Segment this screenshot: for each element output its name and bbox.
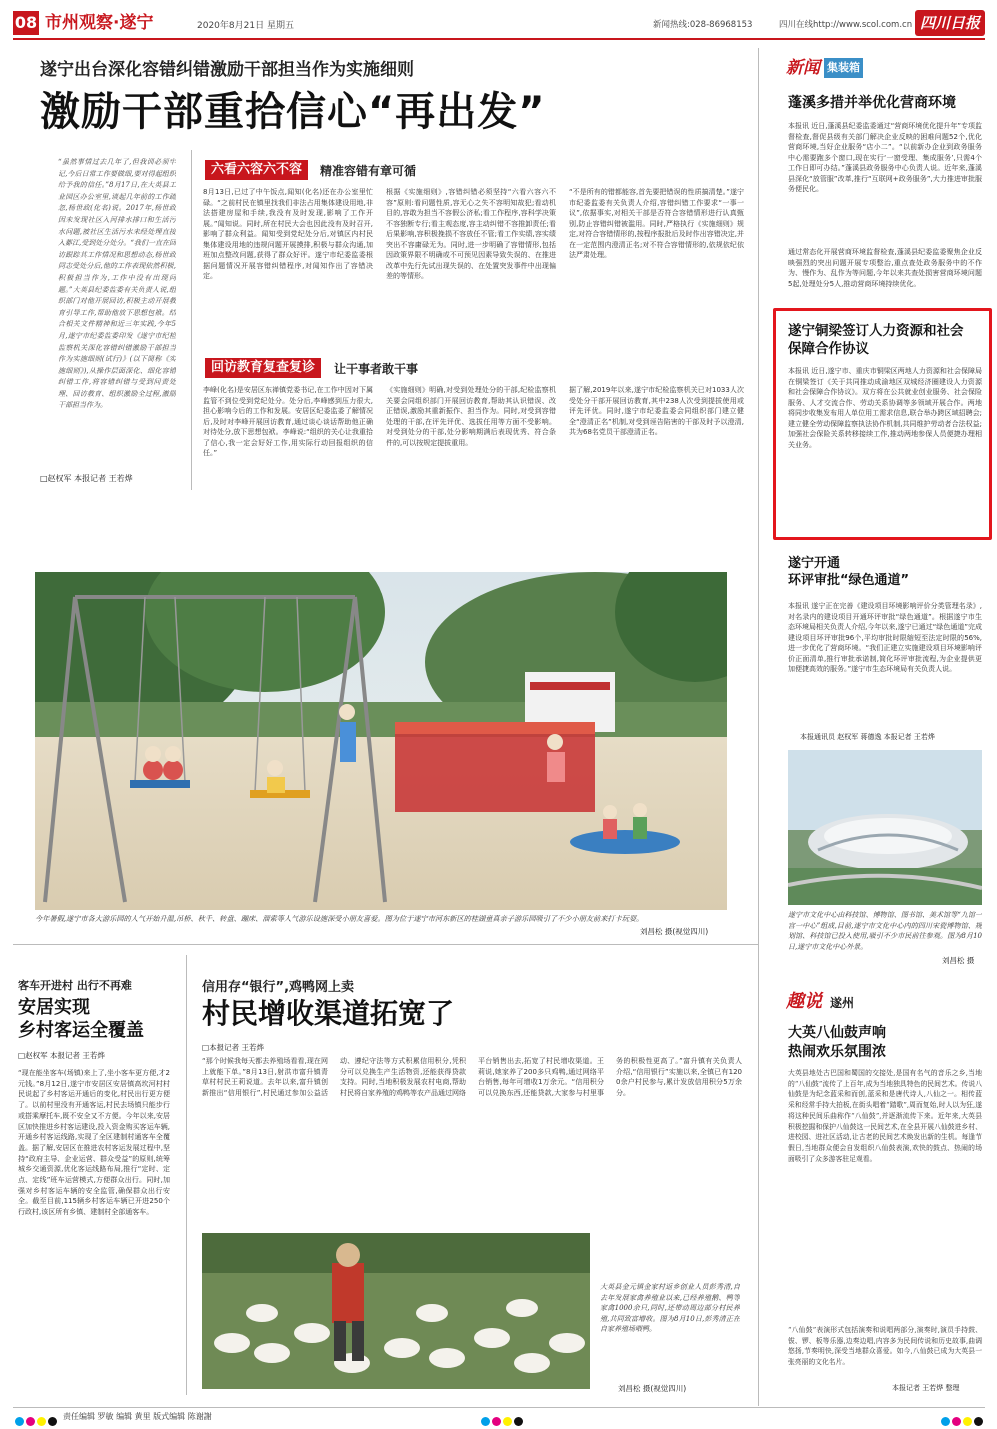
credit-byline: □本报记者 王若烨 (202, 1043, 264, 1052)
bus-byline: □赵权军 本报记者 王若烨 (18, 1051, 105, 1060)
subhead-tag-2: 回访教育复查复诊 (205, 358, 321, 378)
duck-farm-credit: 刘昌松 摄(视觉四川) (618, 1384, 687, 1393)
column-badge-logo: 趣说 (786, 991, 822, 1012)
culture-center-illustration (788, 750, 982, 905)
header-rule (13, 38, 985, 40)
column-divider (191, 150, 192, 490)
main-right-divider (758, 48, 759, 1406)
newspaper-logo: 四川日报 (915, 10, 985, 36)
intro-byline: □赵权军 本报记者 王若烨 (40, 474, 133, 483)
sub1-column-2: 根据《实施细则》,容错纠错必须坚持“六看六容六不容”原则:看问题性质,容无心之失不容明知故犯;看动机目的,容敢为担当不容假公济私;看工作程序,容科学决策不容独断专行;看主观态度,容主动纠错不容推卸责任;看后果影响,容积极挽损不容放任不管;看工作实绩,容实绩突出不容庸碌无为。同时,进一步明确了容错情形,包括因政策界限不明确或不可预见因素导致失误的、在推进改革中先行先试出现失误的、在处置突发事件中出现偏差的等情形。 (386, 188, 556, 280)
editors-line: 责任编辑 罗敏 编辑 黄里 版式编辑 陈谢謝 (63, 1412, 212, 1421)
news2-body: 本报讯 近日,遂宁市、重庆市铜梁区两地人力资源和社会保障局在铜梁签订《关于共同推动成渝地区双城经济圈建设人力资源和社会保障合作协议》。双方将在公共就业创业服务、社会保险服务、人才交流合作、劳动关系协调等多领域开展合作。两地将同步收集发布用人单位用工需求信息,联合举办跨区域招聘会;建立健全劳动保障监察执法协作机制,共同维护劳动者合法权益;加强社会保险关系转移接续工作,推动两地参保人员便捷办理相关业务。 (788, 367, 982, 449)
news4-title: 大英八仙鼓声响 热闹欢乐氛围浓 (788, 1025, 886, 1060)
playground-photo (35, 572, 727, 910)
bus-body: “现在能坐客车(场镇)来上了,坐小客车更方便,才2元钱。”8月12日,遂宁市安居区安居镇高坎河村村民说起了乡村客运开通后的变化,村民出行更方便了。以前村里没有开通客运,村民去场镇只能步行或搭乘摩托车,既不安全又不方便。今年以来,安居区加快推进乡村客运建设,投入资金购买客运车辆,开通乡村客运线路,实现了全区建制村通客车全覆盖。据了解,安居区在推进农村客运发展过程中,坚持“政府主导、企业运营、群众受益”的原则,统筹城乡交通资源,优化客运线路布局,推行“定时、定点、定线”班车运营模式,方便群众出行。同时,加强对乡村客运车辆的安全监管,确保群众出行安全。截至目前,115辆乡村客运车辆已开进250个行政村,该区所有乡镇、建制村全部通客车。 (18, 1069, 170, 1217)
bus-title: 安居实现 乡村客运全覆盖 (18, 997, 144, 1041)
duck-farm-illustration (202, 1233, 590, 1389)
credit-title: 村民增收渠道拓宽了 (202, 997, 455, 1030)
column-logo (786, 56, 870, 82)
website: 四川在线http://www.scol.com.cn (779, 20, 913, 30)
column-badge-place: 遂州 (830, 996, 855, 1010)
credit-body: “那个时候我每天都去养殖场看看,现在网上就能下单。”8月13日,射洪市富升镇青草村村民王莉说道。去年以来,富升镇创新推出“信用银行”,村民通过参加公益活动、遵纪守法等方式积累信用积分,凭积分可以兑换生产生活物资,还能获得贷款支持。同时,当地积极发展农村电商,帮助村民将自家养殖的鸡鸭等农产品通过网络平台销售出去,拓宽了村民增收渠道。王莉说,她家养了200多只鸡鸭,通过网络平台销售,每年可增收1万余元。“信用积分可以兑换东西,还能贷款,大家参与村里事务的积极性更高了。”富升镇有关负责人介绍,“信用银行”实施以来,全镇已有1200余户村民参与,累计发放信用积分5万余分。 (202, 1057, 742, 1098)
culture-center-photo (788, 750, 982, 905)
news4-body-2: “八仙鼓”表演形式包括演奏和说唱两部分,演奏时,演员手持鼓、钹、锣、板等乐器,边奏边唱,内容多为民间传说和历史故事,曲调悠扬,节奏明快,深受当地群众喜爱。如今,八仙鼓已成为大英县一张亮丽的文化名片。 (788, 1326, 982, 1367)
playground-photo-illustration (35, 572, 727, 910)
news3-body: 本报讯 遂宁正在完善《建设项目环境影响评价分类管理名录》,对名录内的建设项目开通环评审批“绿色通道”。根据遂宁市生态环境局相关负责人介绍,今年以来,遂宁已通过“绿色通道”完成建设项目环评审批96个,平均审批时限缩短至法定时限的56%,进一步优化了营商环境。“我们正建立实施建设项目环境影响评价正面清单,推行审批承诺制,简化环评审批流程,为企业提供更加便捷高效的服务。”遂宁市生态环境局有关负责人说。 (788, 602, 982, 673)
subhead-title-2: 让干事者敢干事 (334, 362, 419, 376)
subhead-tag-1: 六看六容六不容 (205, 160, 308, 180)
news4-body: 大英县地处古巴国和蜀国的交接处,是国有名气的音乐之乡,当地的“八仙鼓”流传了上百年,成为当地独具特色的民间艺术。传说八仙鼓是为纪念蓝采和而创,蓝采和是唐代诗人,八仙之一。相传蓝采和经常手持大拍板,在街头唱着“踏歌”,周而复始,时人以为狂,遂将这种民间乐曲称作“八仙鼓”,并逐渐流传下来。近年来,大英县积极挖掘和保护八仙鼓这一民间艺术,在全县开展八仙鼓进乡村、进校园、进社区活动,让古老的民间艺术焕发出新的生机。每逢节假日,当地群众便会自发组织八仙鼓表演,欢快的鼓点、热闹的场面吸引了众多游客驻足观看。 (788, 1069, 982, 1163)
color-registration-marks-mid (481, 1411, 525, 1429)
credit-kicker: 信用存“银行”,鸡鸭网上卖 (202, 980, 355, 995)
duck-farm-photo (202, 1233, 590, 1389)
news-hotline: 新闻热线:028-86968153 (653, 20, 753, 30)
sub2-column-3: 据了解,2019年以来,遂宁市纪检监察机关已对1033人次受处分干部开展回访教育,其中238人次受到提拔使用或评先评优。同时,遂宁市纪委监委会同组织部门建立健全“澄清正名”机制,对受到诬告陷害的干部及时予以澄清,共为68名党员干部澄清正名。 (569, 386, 744, 436)
color-registration-marks-right (941, 1411, 985, 1429)
main-headline: 激励干部重拾信心“再出发” (40, 89, 546, 135)
sub2-column-2: 《实施细则》明确,对受到处理处分的干部,纪检监察机关要会同组织部门开展回访教育,帮助其认识错误、改正错误,激励其重新振作、担当作为。同时,对受到容错处理的干部,在评先评优、选拔任用等方面不受影响。对受到处分的干部,处分影响期满后表现优秀、符合条件的,可以按规定提拔重用。 (386, 386, 556, 447)
news1-title: 蓬溪多措并举优化营商环境 (788, 95, 956, 111)
news3-byline: 本报通讯员 赵权军 蒋德逸 本报记者 王若烨 (800, 733, 935, 741)
subhead-title-1: 精准容错有章可循 (320, 164, 417, 178)
sub1-column-1: 8月13日,已过了中午饭点,闻知(化名)还在办公室里忙碌。“之前村民在镇里找我们非法占用集体建设用地,非法搭建房屋和手续,我没有及时发现,影响了工作开展。”闻知说。同时,所在村民大会也因此没有及时召开,影响了群众利益。闻知受到党纪处分后,对镇区内村民集体建设用地的违规问题开展摸排,积极与群众沟通,加班加点整改问题,获得了群众好评。遂宁市纪委监委根据问题情况开展容错纠错程序,对闻知作出了容错决定。 (203, 188, 373, 280)
duck-farm-caption: 大英县金元镇金家村返乡创业人员彭秀清,自去年发展家禽养殖业以来,已经养殖鹅、鸭等家禽1000余只,同时,还带动周边部分村民养殖,共同致富增收。图为8月10日,彭秀清正在自家养殖场喂鸭。 (600, 1283, 740, 1333)
footer-bar (13, 1407, 985, 1423)
sub1-column-3: “不是所有的错都能容,首先要把错误的性质搞清楚。”遂宁市纪委监委有关负责人介绍,容错纠错工作要求“一事一议”,依据事实,对相关干部是否符合容错情形进行认真甄别,防止容错纠错被滥用。同时,严格执行《实施细则》规定,对符合容错情形的,按程序报批后及时作出容错决定,并在一定范围内澄清正名;对不符合容错情形的,依规依纪依法严肃处理。 (569, 188, 744, 259)
page-number: 08 (13, 11, 39, 35)
column-badge (786, 990, 876, 1014)
culture-center-caption: 遂宁市文化中心由科技馆、博物馆、图书馆、美术馆等“九馆一宫一中心”组成,目前,遂宁市文化中心内的四川宋瓷博物馆、规划馆、科技馆已投入使用,吸引不少市民前往参观。图为8月10日,遂宁市文化中心外景。 (788, 911, 982, 951)
bottom-section-rule (13, 944, 758, 945)
column-logo-part2: 集装箱 (824, 58, 863, 78)
sub2-column-1: 李峰(化名)是安居区东禅镇党委书记,在工作中因对下属监管不到位受到党纪处分。处分后,李峰感到压力很大,担心影响今后的工作和发展。安居区纪委监委了解情况后,及时对李峰开展回访教育,通过谈心谈话帮助他正确对待处分,放下思想包袱。李峰说:“组织的关心让我重拾了信心,我一定会好好工作,用实际行动回报组织的信任。” (203, 386, 373, 457)
news1-body: 本报讯 近日,蓬溪县纪委监委通过“营商环境优化提升年”专项监督检查,督促县级有关部门解决企业反映的困难问题52个,优化营商环境,当好企业服务“店小二”。“以前新办企业到政务服务中心需要跑多个窗口,现在实行‘一窗受理、集成服务’,只需4个工作日即可办结。”蓬溪县政务服务中心负责人说。近年来,蓬溪县深化“放管服”改革,推行“互联网+政务服务”,大力推进审批服务便民化。 (788, 122, 982, 193)
section-title: 市州观察·遂宁 (45, 13, 154, 33)
color-registration-marks-left (15, 1411, 59, 1429)
photo-credit: 刘昌松 摄(视觉四川) (640, 927, 709, 936)
news1-body-2: 通过常态化开展营商环境监督检查,蓬溪县纪委监委聚焦企业反映强烈的突出问题开展专项整治,重点查处政务服务中的不作为、慢作为、乱作为等问题,今年以来共查处损害营商环境问题5起,处理处分5人,推动营商环境持续优化。 (788, 248, 982, 288)
intro-text: “虽然事情过去几年了,但我训必须牢记,今后日常工作要做细,要对得起组织给予我的信任。”8月17日,在大英县工业园区办公室里,谈起几年前的工作疏忽,杨世政(化名)说。2017年,杨世政因未发现社区入河排水排口和生活污水问题,被社区生活污水未经处理直接入郪江,受到处分处分。“我们一直在回访跟踪其工作情况和思想动态,杨世政同志受处分后,他的工作表现依然积极,积极担当作为,工作中没有出现问题。”大英县纪委监委有关负责人说,组织部门对他开展回访,积极主动开展教育引导工作,帮助他放下思想包袱。结合相关文件精神和近三年实践,今年5月,遂宁市纪委监委印发《遂宁市纪检监察机关深化容错纠错激励干部担当作为实施细则(试行)》(以下简称《实施细则》),从操作层面深化、细化容错纠错工作,将容错纠错与受到问责处理、回访教育、组织激励全过程,激励干部担当作为。 (58, 158, 176, 410)
news3-title: 遂宁开通 环评审批“绿色通道” (788, 556, 910, 588)
main-kicker: 遂宁出台深化容错纠错激励干部担当作为实施细则 (40, 60, 414, 80)
bottom-column-divider (186, 955, 187, 1395)
column-logo-part1: 新闻 (786, 58, 820, 78)
issue-date: 2020年8月21日 星期五 (197, 21, 294, 31)
culture-center-credit: 刘昌松 摄 (942, 956, 975, 965)
news2-title: 遂宁铜梁签订人力资源和社会保障合作协议 (788, 323, 964, 357)
news4-byline: 本报记者 王若烨 整理 (892, 1384, 960, 1392)
bus-kicker: 客车开进村 出行不再难 (18, 979, 132, 992)
page-header (13, 10, 985, 38)
photo-caption: 今年暑假,遂宁市各大游乐园的人气开始升温,吊桥、秋千、转盘、蹦床、溜索等人气游乐设施深受小朋友喜爱。图为位于遂宁市河东新区的桂湖童真亲子游乐园吸引了不少小朋友前来打卡玩耍。 (35, 914, 644, 923)
